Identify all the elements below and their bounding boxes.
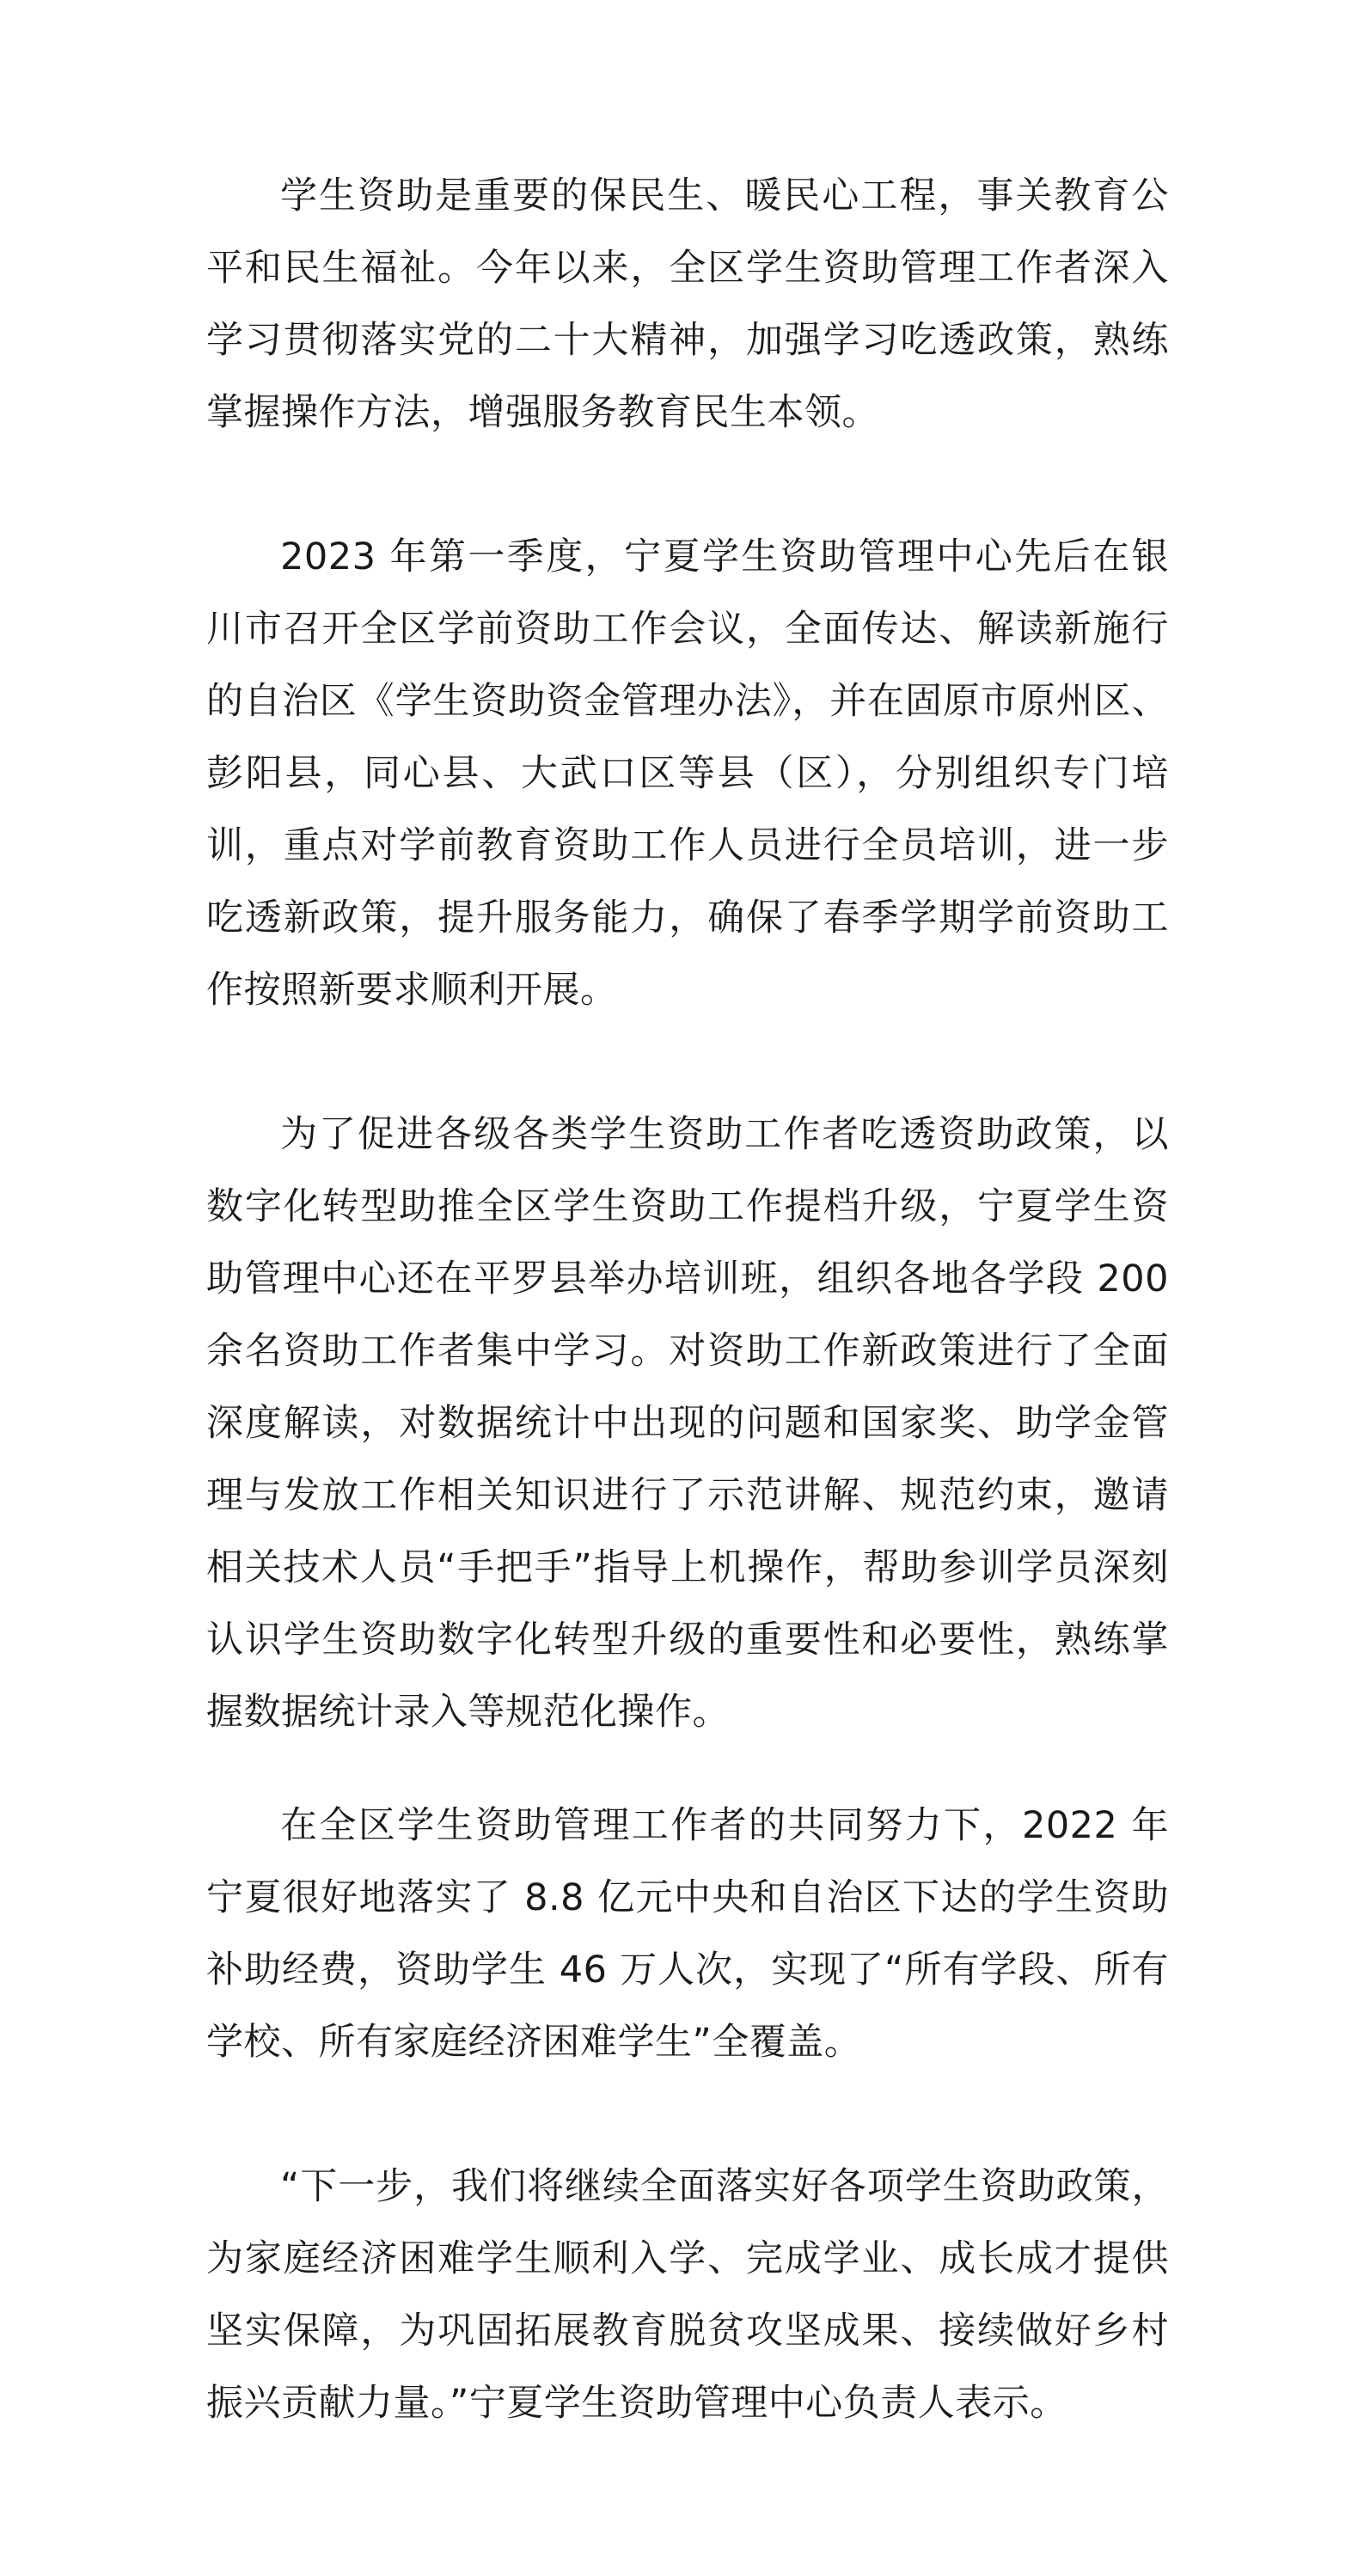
paragraph-first-quarter-training: 2023 年第一季度，宁夏学生资助管理中心先后在银川市召开全区学前资助工作会议，全面传达、解读新施行的自治区《学生资助资金管理办法》，并在固原市原州区、彭阳县，同心县、大武口区等县（区），分别组织专门培训，重点对学前教育资助工作人员进行全员培训，进一步吃透新政策，提升服务能力，确保了春季学期学前资助工作按照新要求顺利开展。 <box>206 535 1169 1012</box>
paragraph-intro: 学生资助是重要的保民生、暖民心工程，事关教育公平和民生福祉。今年以来，全区学生资助管理工作者深入学习贯彻落实党的二十大精神，加强学习吃透政策，熟练掌握操作方法，增强服务教育民生本领。 <box>206 174 1169 434</box>
paragraph-2022-results: 在全区学生资助管理工作者的共同努力下，2022 年宁夏很好地落实了 8.8 亿元中央和自治区下达的学生资助补助经费，资助学生 46 万人次，实现了“所有学段、所有学校、所有家庭经济困难学生”全覆盖。 <box>206 1804 1169 2064</box>
paragraph-next-steps-quote: “下一步，我们将继续全面落实好各项学生资助政策，为家庭经济困难学生顺利入学、完成学业、成长成才提供坚实保障，为巩固拓展教育脱贫攻坚成果、接续做好乡村振兴贡献力量。”宁夏学生资助管理中心负责人表示。 <box>206 2165 1169 2425</box>
article-body <box>206 160 1169 2439</box>
paragraph-pingluo-training: 为了促进各级各类学生资助工作者吃透资助政策，以数字化转型助推全区学生资助工作提档升级，宁夏学生资助管理中心还在平罗县举办培训班，组织各地各学段 200 余名资助工作者集中学习。对资助工作新政策进行了全面深度解读，对数据统计中出现的问题和国家奖、助学金管理与发放工作相关知识进行了示范讲解、规范约束，邀请相关技术人员“手把手”指导上机操作，帮助参训学员深刻认识学生资助数字化转型升级的重要性和必要性，熟练掌握数据统计录入等规范化操作。 <box>206 1113 1169 1734</box>
